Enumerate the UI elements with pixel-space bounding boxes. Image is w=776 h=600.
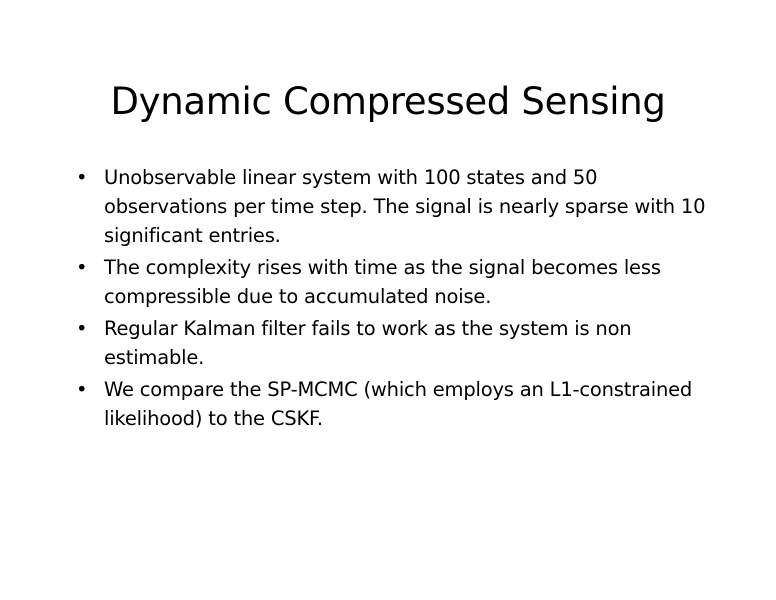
- slide-title: Dynamic Compressed Sensing: [110, 80, 666, 123]
- bullet-item: [76, 375, 716, 433]
- bullet-text: The complexity rises with time as the signal becomes less compressible due to accumulated noise.: [104, 256, 661, 308]
- bullet-text: Regular Kalman filter fails to work as the system is non estimable.: [104, 317, 632, 369]
- bullet-list: [76, 163, 716, 436]
- bullet-text: We compare the SP-MCMC (which employs an L1-constrained likelihood) to the CSKF.: [104, 378, 693, 430]
- bullet-item: [76, 253, 716, 311]
- bullet-text: Unobservable linear system with 100 states and 50 observations per time step. The signal is nearly sparse with 10 significant entries.: [104, 166, 706, 247]
- bullet-item: [76, 314, 716, 372]
- bullet-icon: •: [76, 256, 88, 279]
- bullet-icon: •: [76, 378, 88, 401]
- bullet-item: [76, 163, 716, 250]
- bullet-icon: •: [76, 166, 88, 189]
- bullet-icon: •: [76, 317, 88, 340]
